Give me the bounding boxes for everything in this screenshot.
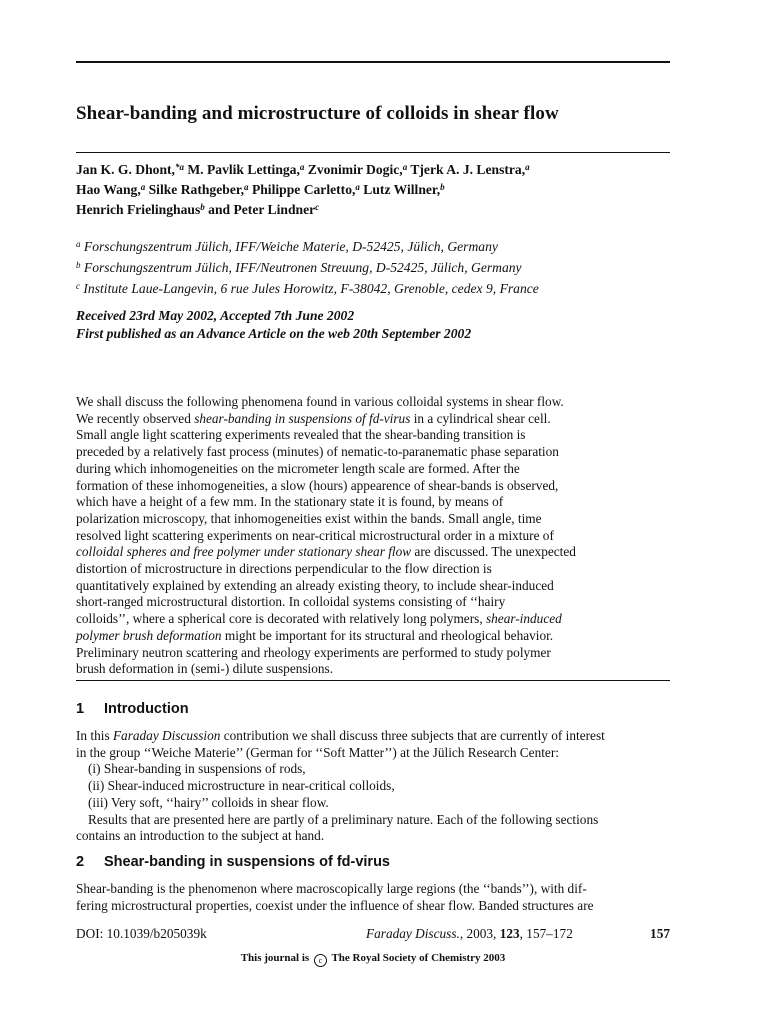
- journal-volume: 123: [499, 926, 520, 941]
- text-run: which have a height of a few mm. In the stationary state it is found, by means of: [76, 494, 504, 510]
- abstract-line: [76, 494, 670, 511]
- paragraph-line: [76, 728, 670, 745]
- author-name: Hao Wang,: [76, 182, 141, 197]
- affiliation: [76, 236, 670, 257]
- text-run: distortion of microstructure in directions perpendicular to the flow direction is: [76, 561, 492, 577]
- text-run: might be important for its structural and rheological behavior.: [221, 627, 554, 643]
- section-heading-introduction: [76, 701, 670, 717]
- paper-title: Shear-banding and microstructure of colloids in shear flow: [76, 103, 559, 124]
- author-name: Henrich Frielinghaus: [76, 202, 201, 217]
- doi[interactable]: DOI: 10.1039/b205039k: [76, 926, 207, 941]
- author-affiliation-mark: a: [140, 182, 146, 192]
- abstract-line: [76, 611, 670, 628]
- abstract-line: [76, 411, 670, 428]
- text-run: We recently observed: [76, 410, 195, 426]
- abstract-line: [76, 645, 670, 662]
- abstract-line: [76, 461, 670, 478]
- text-run: fering microstructural properties, coexist under the influence of shear flow. Banded structures are: [76, 897, 594, 913]
- text-run: (i) Shear-banding in suspensions of rods,: [88, 761, 306, 777]
- journal-year: , 2003,: [459, 926, 500, 941]
- affiliation: [76, 257, 670, 278]
- section-title: Introduction: [104, 701, 189, 717]
- text-run: shear-induced: [485, 611, 562, 627]
- affiliation-mark: c: [76, 281, 80, 291]
- journal-name: Faraday Discuss.: [366, 926, 460, 941]
- abstract-line: [76, 561, 670, 578]
- paragraph-line: [76, 898, 670, 915]
- abstract-line: [76, 544, 670, 561]
- text-run: (iii) Very soft, ‘‘hairy’’ colloids in shear flow.: [88, 794, 329, 810]
- dates-block: [76, 307, 670, 343]
- page-footer: [76, 926, 670, 944]
- published-date: First published as an Advance Article on the web 20th September 2002: [76, 326, 472, 341]
- author-affiliation-mark: a: [402, 162, 408, 172]
- affiliation-list: [76, 236, 670, 299]
- text-run: Shear-banding is the phenomenon where macroscopically large regions (the ‘‘bands’’), with dif-: [76, 881, 587, 896]
- text-run: Faraday Discussion: [112, 728, 221, 743]
- text-run: brush deformation in (semi-) dilute suspensions.: [76, 661, 334, 677]
- affiliation-text: Forschungszentrum Jülich, IFF/Neutronen Streuung, D-52425, Jülich, Germany: [80, 260, 522, 275]
- text-run: are discussed. The unexpected: [411, 544, 576, 560]
- author-name: and Peter Lindner: [204, 202, 316, 217]
- author-name: Philippe Carletto,: [248, 182, 356, 197]
- text-run: Preliminary neutron scattering and rheology experiments are performed to study polymer: [76, 644, 551, 660]
- author-name: Zvonimir Dogic,: [304, 162, 403, 177]
- text-run: polarization microscopy, that inhomogeneities exist within the bands. Small angle, time: [76, 510, 542, 526]
- author-affiliation-mark: a: [244, 182, 249, 192]
- abstract-line: [76, 528, 670, 545]
- abstract-rule: [76, 680, 670, 681]
- copyright-symbol: c: [314, 954, 327, 967]
- paragraph-line: [76, 778, 670, 795]
- paragraph-line: [76, 881, 670, 898]
- paragraph-line: [76, 745, 670, 762]
- title-rule: [76, 152, 670, 153]
- text-run: short-ranged microstructural distortion. In colloidal systems consisting of ‘‘hairy: [76, 594, 506, 610]
- author-list: [76, 160, 670, 220]
- affiliation-text: Institute Laue-Langevin, 6 rue Jules Horowitz, F-38042, Grenoble, cedex 9, France: [80, 281, 539, 296]
- author-name: Tjerk A. J. Lenstra,: [407, 162, 526, 177]
- affiliation-mark: b: [76, 260, 81, 270]
- text-run: preceded by a relatively fast process (minutes) of nematic-to-paranematic phase separation: [76, 444, 559, 460]
- section-number: 2: [76, 854, 85, 870]
- text-run: during which inhomogeneities on the micrometer length scale are formed. After the: [76, 460, 520, 476]
- text-run: in a cylindrical shear cell.: [410, 410, 551, 426]
- text-run: colloidal spheres and free polymer under stationary shear flow: [76, 544, 412, 560]
- author-name: M. Pavlik Lettinga,: [183, 162, 300, 177]
- affiliation-text: Forschungszentrum Jülich, IFF/Weiche Materie, D-52425, Jülich, Germany: [80, 239, 498, 254]
- journal-citation: [366, 926, 573, 942]
- paragraph-line: [76, 812, 670, 829]
- author-name: Silke Rathgeber,: [145, 182, 245, 197]
- author-affiliation-mark: a: [299, 162, 305, 172]
- paragraph-line: [76, 828, 670, 845]
- copyright-prefix: This journal is: [240, 952, 310, 964]
- abstract-line: [76, 661, 670, 678]
- text-run: We shall discuss the following phenomena found in various colloidal systems in shear flow.: [76, 394, 564, 409]
- author-affiliation-mark: b: [440, 182, 445, 192]
- author-affiliation-mark: c: [315, 202, 320, 212]
- section-number: 1: [76, 701, 85, 717]
- text-run: contribution we shall discuss three subjects that are currently of interest: [220, 728, 605, 743]
- abstract-line: [76, 578, 670, 595]
- text-run: (ii) Shear-induced microstructure in near-critical colloids,: [88, 778, 395, 794]
- text-run: shear-banding in suspensions of fd-virus: [194, 410, 411, 426]
- author-name: Jan K. G. Dhont,: [76, 162, 175, 177]
- text-run: Small angle light scattering experiments revealed that the shear-banding transition is: [76, 427, 526, 443]
- author-name: Lutz Willner,: [359, 182, 441, 197]
- section-title: Shear-banding in suspensions of fd-virus: [104, 854, 390, 870]
- text-run: In this: [76, 728, 113, 743]
- abstract-line: [76, 511, 670, 528]
- author-affiliation-mark: b: [200, 202, 205, 212]
- paragraph-line: [76, 795, 670, 812]
- text-run: in the group ‘‘Weiche Materie’’ (German for ‘‘Soft Matter’’) at the Jülich Research Center:: [76, 744, 559, 760]
- paragraph-line: [76, 761, 670, 778]
- journal-pages: , 157–172: [519, 926, 573, 941]
- page-number: 157: [650, 926, 670, 941]
- introduction-body: [76, 728, 670, 845]
- section-heading-shear-banding: [76, 854, 670, 870]
- text-run: colloids’’, where a spherical core is decorated with relatively long polymers,: [76, 611, 486, 627]
- text-run: Results that are presented here are partly of a preliminary nature. Each of the following sections: [88, 811, 599, 827]
- abstract-line: [76, 444, 670, 461]
- section-2-body: [76, 881, 670, 914]
- abstract-line: [76, 427, 670, 444]
- abstract-line: [76, 394, 670, 411]
- text-run: polymer brush deformation: [76, 627, 222, 643]
- copyright-line: [76, 952, 670, 967]
- abstract-line: [76, 628, 670, 645]
- abstract-line: [76, 594, 670, 611]
- affiliation-mark: a: [76, 239, 81, 249]
- text-run: formation of these inhomogeneities, a slow (hours) appearence of shear-bands is observed,: [76, 477, 559, 493]
- author-affiliation-mark: a: [525, 162, 530, 172]
- received-date: Received 23rd May 2002, Accepted 7th June 2002: [76, 308, 355, 323]
- author-affiliation-mark: *a: [174, 162, 184, 172]
- top-rule: [76, 61, 670, 63]
- abstract-line: [76, 478, 670, 495]
- copyright-suffix: The Royal Society of Chemistry 2003: [331, 952, 506, 964]
- abstract: [76, 394, 670, 678]
- text-run: resolved light scattering experiments on near-critical microstructural order in a mixture of: [76, 527, 554, 543]
- text-run: quantitatively explained by extending an already existing theory, to include shear-induced: [76, 577, 554, 593]
- text-run: contains an introduction to the subject at hand.: [76, 828, 325, 844]
- author-affiliation-mark: a: [355, 182, 360, 192]
- affiliation: [76, 278, 670, 299]
